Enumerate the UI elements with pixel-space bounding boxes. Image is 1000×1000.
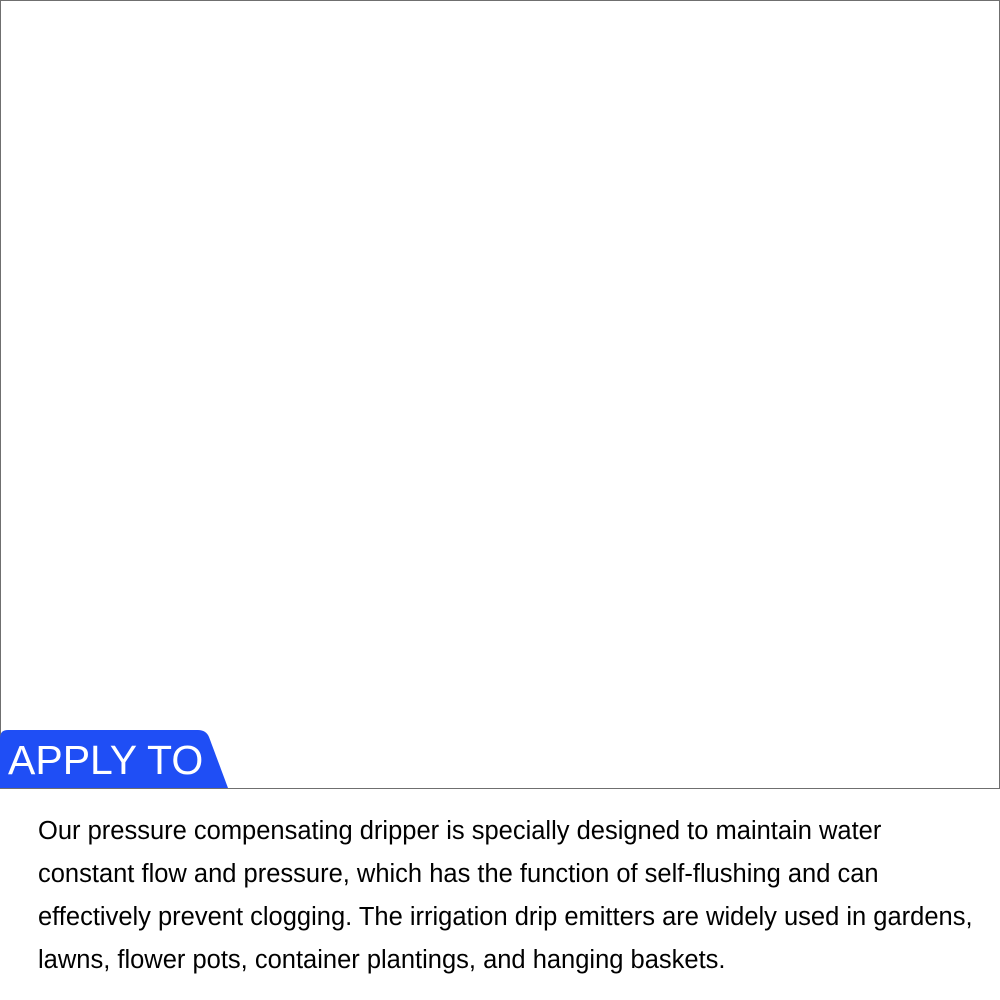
description-text: Our pressure compensating dripper is specially designed to maintain water constant flow and pressure, which has the function of self-flushing and can effectively prevent clogging. The irrigation drip emitters are widely used in gardens, lawns, flower pots, container plantings, and hanging baskets. [38, 817, 973, 974]
apply-to-banner [0, 730, 228, 788]
apply-to-label: APPLY TO [8, 737, 204, 783]
